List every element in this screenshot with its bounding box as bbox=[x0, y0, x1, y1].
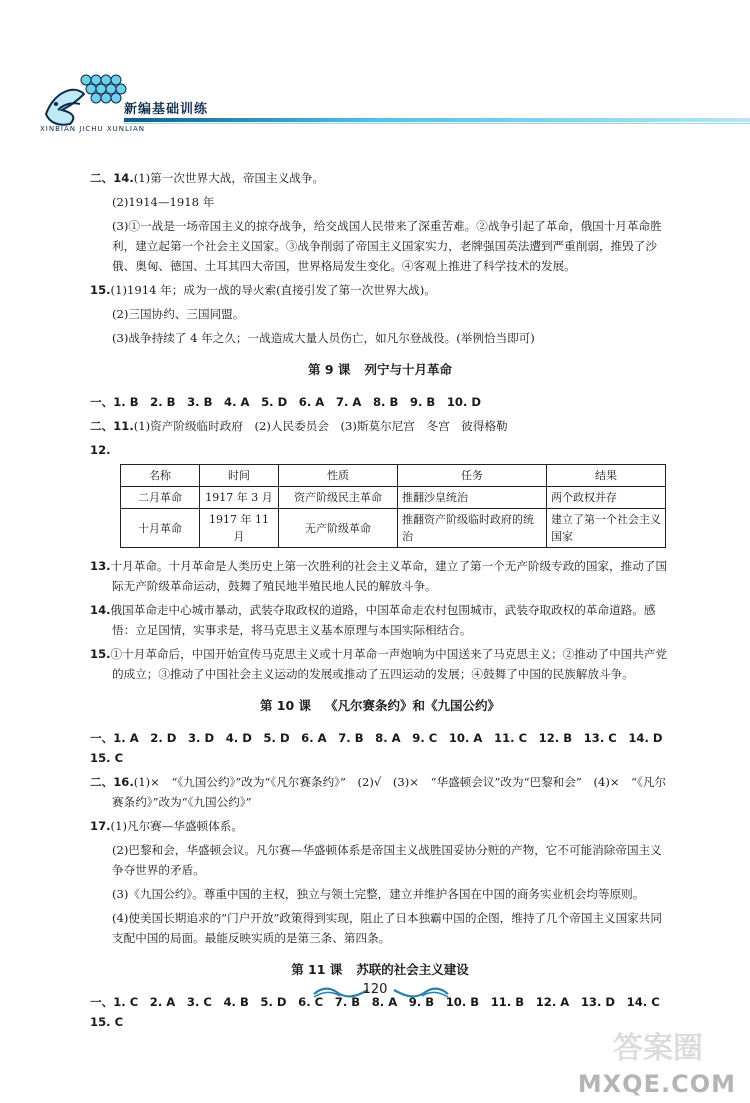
brand-pinyin: XINBIAN JICHU XUNLIAN bbox=[40, 125, 145, 133]
answer-text: (1)凡尔赛—华盛顿体系。 bbox=[110, 819, 243, 833]
table-header: 任务 bbox=[398, 465, 547, 487]
table-cell: 两个政权并存 bbox=[547, 487, 666, 509]
answer-text: (3)①一战是一场帝国主义的掠夺战争，给交战国人民带来了深重苦难。②战争引起了革命，俄国十月革命胜利，建立起第一个社会主义国家。③战争削弱了帝国主义国家实力，老牌强国英法遭到严重削弱，推毁了沙俄、奥匈、德国、土耳其四大帝国，世界格局发生变化。④客观上推进了科学技术的发展。 bbox=[112, 219, 662, 273]
table-cell: 推翻沙皇统治 bbox=[398, 487, 547, 509]
answer-text: (1)第一次世界大战，帝国主义战争。 bbox=[133, 171, 325, 185]
answer-text: (2)巴黎和会，华盛顿会议。凡尔赛—华盛顿体系是帝国主义战胜国妥协分赃的产物，它不可能消除帝国主义争夺世界的矛盾。 bbox=[112, 843, 662, 877]
lesson-number: 第 10 课 bbox=[259, 698, 312, 713]
answer-item bbox=[90, 556, 670, 596]
answer-item bbox=[90, 416, 670, 436]
table-cell: 十月革命 bbox=[121, 509, 200, 548]
question-number: 15. bbox=[90, 283, 111, 297]
answer-text: (4)使美国长期追求的“门户开放”政策得到实现，阻止了日本独霸中国的企图，维持了几个帝国主义国家共同支配中国的局面。最能反映实质的是第三条、第四条。 bbox=[112, 911, 662, 945]
table-cell: 建立了第一个社会主义国家 bbox=[547, 509, 666, 548]
table-header: 结果 bbox=[547, 465, 666, 487]
lesson-number: 第 9 课 bbox=[308, 362, 351, 377]
answer-text: (1)1914 年；成为一战的导火索(直接引发了第一次世界大战)。 bbox=[110, 283, 436, 297]
wave-ornament-right-icon bbox=[392, 985, 450, 999]
table-cell: 无产阶级革命 bbox=[279, 509, 398, 548]
table-cell: 资产阶级民主革命 bbox=[279, 487, 398, 509]
lesson-number: 第 11 课 bbox=[291, 962, 343, 977]
header-rule-thin bbox=[124, 123, 750, 124]
answer-text: (2)1914—1918 年 bbox=[112, 195, 215, 209]
table-header: 时间 bbox=[200, 465, 279, 487]
answer-text: (2)三国协约、三国同盟。 bbox=[112, 307, 245, 321]
header-rule bbox=[124, 118, 750, 122]
question-number: 15. bbox=[90, 647, 111, 661]
answer-text: (1)资产阶级临时政府 (2)人民委员会 (3)斯莫尔尼宫 冬宫 彼得格勒 bbox=[133, 419, 508, 433]
answer-text: 俄国革命走中心城市暴动，武装夺取政权的道路，中国革命走农村包围城市，武装夺取政权的革命道路。感悟：立足国情，实事求是，将马克思主义基本原理与本国实际相结合。 bbox=[110, 603, 656, 637]
answer-item bbox=[90, 600, 670, 640]
brand-title: 新编基础训练 bbox=[124, 102, 209, 117]
page-number: 120 bbox=[362, 982, 388, 997]
answer-item bbox=[90, 280, 670, 300]
table-cell: 二月革命 bbox=[121, 487, 200, 509]
multiple-choice-answers: 一、1. A 2. D 3. D 4. D 5. D 6. A 7. B 8. A 9. C 10. A 11. C 12. B 13. C 14. D 15. C bbox=[90, 731, 675, 765]
table-header: 性质 bbox=[279, 465, 398, 487]
table-row bbox=[121, 487, 666, 509]
answer-item bbox=[90, 440, 670, 460]
table-row bbox=[121, 509, 666, 548]
lesson-heading bbox=[90, 360, 670, 380]
question-number: 12. bbox=[90, 443, 111, 457]
question-number: 17. bbox=[90, 819, 111, 833]
lesson-heading bbox=[90, 960, 670, 980]
answer-item bbox=[90, 644, 670, 684]
page-header bbox=[40, 70, 750, 140]
answer-text: (3)《九国公约》。尊重中国的主权，独立与领土完整，建立并维护各国在中国的商务实业机会均等原则。 bbox=[112, 887, 645, 901]
question-number: 二、11. bbox=[90, 419, 134, 433]
watermark-chars: 答案圈 bbox=[613, 1031, 703, 1066]
lesson-title: 《凡尔赛条约》和《九国公约》 bbox=[325, 698, 501, 713]
multiple-choice-answers: 一、1. B 2. B 3. B 4. A 5. D 6. A 7. A 8. B 9. B 10. D bbox=[90, 395, 482, 409]
multiple-choice-answers: 一、1. C 2. A 3. C 4. B 5. D 6. C 7. B 8. A 9. B 10. B 11. B 12. A 13. D 14. C 15. C bbox=[90, 995, 672, 1029]
answer-text: (1)× “《九国公约》”改为“《凡尔赛条约》” (2)√ (3)× “华盛顿会议”改为“巴黎和会” (4)× “《凡尔赛条约》”改为“《九国公约》” bbox=[112, 775, 667, 809]
watermark-text: MXQE.COM bbox=[577, 1070, 736, 1098]
lesson-title: 苏联的社会主义建设 bbox=[356, 962, 469, 977]
answer-item bbox=[90, 168, 670, 188]
table-cell: 推翻资产阶级临时政府的统治 bbox=[398, 509, 547, 548]
table-cell: 1917 年 3 月 bbox=[200, 487, 279, 509]
answer-item bbox=[90, 772, 670, 812]
table-cell: 1917 年 11 月 bbox=[200, 509, 279, 548]
answer-text: 十月革命。十月革命是人类历史上第一次胜利的社会主义革命，建立了第一个无产阶级专政的国家，推动了国际无产阶级革命运动，鼓舞了殖民地半殖民地人民的解放斗争。 bbox=[110, 559, 668, 593]
question-number: 13. bbox=[90, 559, 111, 573]
lesson-heading bbox=[90, 696, 670, 716]
revolution-table bbox=[120, 464, 666, 548]
question-number: 二、16. bbox=[90, 775, 134, 789]
table-header: 名称 bbox=[121, 465, 200, 487]
answer-text: (3)战争持续了 4 年之久；一战造成大量人员伤亡，如凡尔登战役。(举例恰当即可) bbox=[112, 331, 535, 345]
lesson-title: 列宁与十月革命 bbox=[364, 362, 452, 377]
question-number: 二、14. bbox=[90, 171, 134, 185]
answer-text: ①十月革命后，中国开始宣传马克思主义或十月革命一声炮响为中国送来了马克思主义；②推动了中国共产党的成立；③推动了中国社会主义运动的发展或推动了五四运动的发展；④鼓舞了中国的民族解放斗争。 bbox=[110, 647, 668, 681]
question-number: 14. bbox=[90, 603, 111, 617]
table-header-row bbox=[121, 465, 666, 487]
answer-item bbox=[90, 816, 670, 836]
answer-content bbox=[90, 168, 675, 1036]
